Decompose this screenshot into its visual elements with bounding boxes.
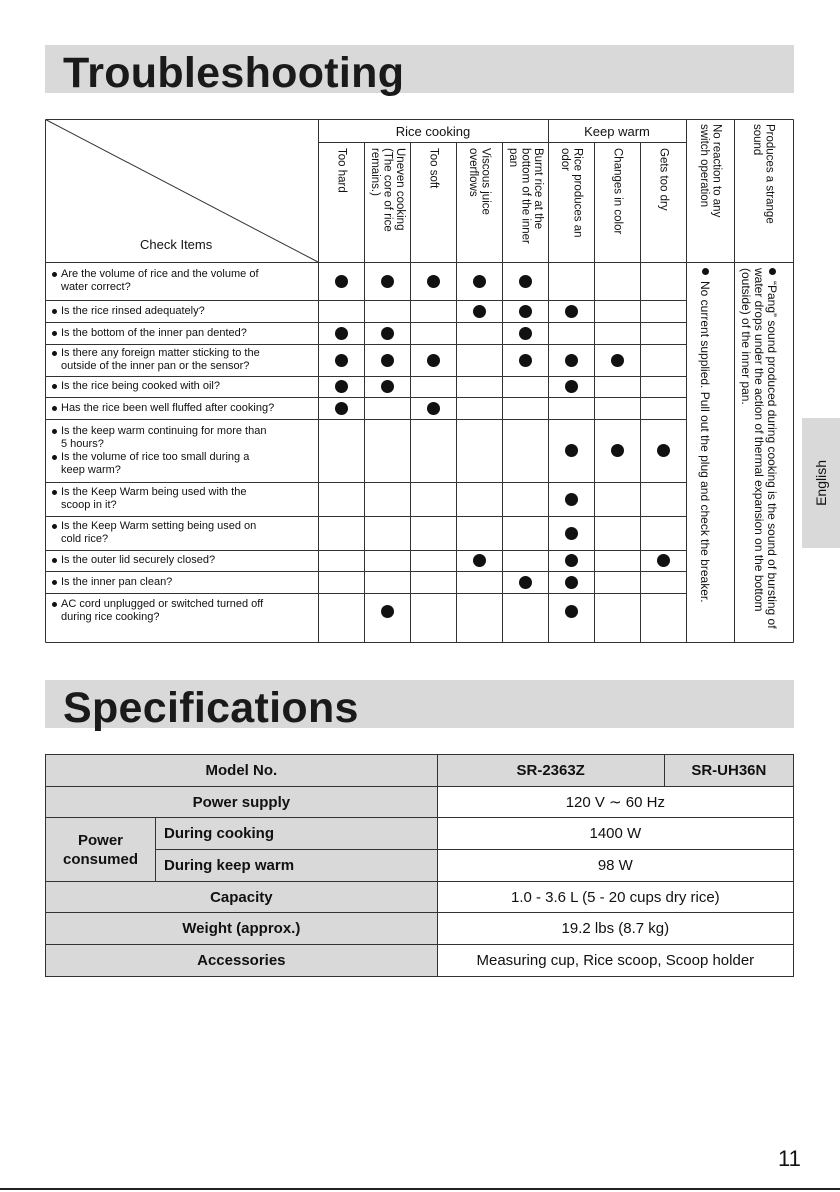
bullet-icon [702,268,709,275]
symptom-mark-r9-c5 [565,554,578,567]
during-keep-warm-label: During keep warm [156,850,438,882]
check-item-3 [51,344,313,376]
check-item-text: during rice cooking? [61,611,160,623]
column-header-7 [640,148,686,258]
power-supply-label: Power supply [46,786,438,818]
troubleshooting-table [45,119,794,643]
symptom-mark-r0-c0 [335,275,348,288]
symptom-mark-r2-c1 [381,327,394,340]
group-header-rice-cooking: Rice cooking [395,124,471,139]
column-header-label: Gets too dry [657,148,670,211]
specifications-title: Specifications [63,684,359,732]
check-item-text: Is the keep warm continuing for more than [51,425,313,438]
power-consumed-label-line1: Power [77,831,123,849]
symptom-mark-r3-c0 [335,354,348,367]
column-header-label: Viscous juice overflows [467,148,492,215]
check-item-text: Is there any foreign matter sticking to the [51,347,313,360]
symptom-mark-r6-c5 [565,444,578,457]
symptom-mark-r0-c4 [519,275,532,288]
spec-row-accessories [46,945,794,977]
check-item-6 [51,419,313,482]
check-item-text: 5 hours? [61,437,104,450]
symptom-mark-r3-c1 [381,354,394,367]
model-2: SR-UH36N [664,755,793,787]
check-item-9 [51,550,313,571]
symptom-mark-r5-c0 [335,402,348,415]
column-header-label: Too hard [335,148,348,193]
check-item-text: Is the bottom of the inner pan dented? [51,327,313,340]
specifications-header-bar [45,680,794,732]
symptom-mark-r0-c1 [381,275,394,288]
capacity-label: Capacity [46,881,438,913]
check-item-text: AC cord unplugged or switched turned off [51,598,313,611]
symptom-mark-r11-c5 [565,605,578,618]
bullet-icon [769,268,776,275]
check-item-11 [51,593,313,629]
check-item-5 [51,397,313,419]
symptom-mark-r6-c7 [657,444,670,457]
check-item-text: Is the Keep Warm being used with the [51,486,313,499]
symptom-mark-r7-c5 [565,493,578,506]
check-item-text: outside of the inner pan or the sensor? [61,360,250,372]
during-cooking-value: 1400 W [437,818,793,850]
symptom-mark-r4-c5 [565,380,578,393]
symptom-mark-r8-c5 [565,527,578,540]
symptom-mark-r2-c4 [519,327,532,340]
check-items-label: Check Items [140,237,213,252]
symptom-mark-r9-c3 [473,554,486,567]
power-consumed-label [46,818,156,881]
spec-row-during-cooking [46,818,794,850]
check-item-4 [51,376,313,397]
spec-row-model [46,755,794,787]
check-item-text: Is the Keep Warm setting being used on [51,520,313,533]
column-header-4 [502,148,548,258]
accessories-value: Measuring cup, Rice scoop, Scoop holder [437,945,793,977]
symptom-mark-r6-c6 [611,444,624,457]
model-label: Model No. [46,755,438,787]
power-consumed-label-line2: consumed [62,850,138,868]
column-header-6 [594,148,640,258]
language-tab-label: English [813,460,829,506]
troubleshooting-header-bar [45,45,794,97]
power-supply-value: 120 V ∼ 60 Hz [437,786,793,818]
check-item-text: Is the inner pan clean? [51,576,313,589]
during-keep-warm-value: 98 W [437,850,793,882]
bottom-rule [0,1188,840,1190]
symptom-mark-r2-c0 [335,327,348,340]
check-item-text: Is the outer lid securely closed? [51,554,313,567]
no-reaction-note [698,268,724,603]
symptom-mark-r4-c0 [335,380,348,393]
column-header-5 [548,148,594,258]
symptom-mark-r3-c5 [565,354,578,367]
spec-row-power-supply [46,786,794,818]
check-item-7 [51,482,313,516]
group-header-keep-warm: Keep warm [584,124,650,139]
column-header-label: Changes in color [611,148,624,235]
column-header-label: Uneven cooking (The core of rice remains.) [368,148,406,232]
check-item-text: Are the volume of rice and the volume of [51,268,313,281]
symptom-mark-r3-c4 [519,354,532,367]
no-reaction-note-text: No current supplied. Pull out the plug and check the breaker. [698,281,712,603]
column-header-label: No reaction to any switch operation [698,124,723,218]
symptom-mark-r0-c3 [473,275,486,288]
column-header-8 [686,124,734,258]
symptom-mark-r3-c6 [611,354,624,367]
check-item-1 [51,300,313,322]
column-header-label: Rice produces an odor [559,148,584,238]
weight-value: 19.2 lbs (8.7 kg) [437,913,793,945]
symptom-mark-r1-c4 [519,305,532,318]
spec-row-weight [46,913,794,945]
spec-row-capacity [46,881,794,913]
check-item-text: keep warm? [61,463,121,476]
model-1: SR-2363Z [437,755,664,787]
check-item-text: Is the rice being cooked with oil? [51,380,313,393]
spec-row-during-keep-warm [46,850,794,882]
check-item-text: Is the rice rinsed adequately? [51,305,313,318]
symptom-mark-r11-c1 [381,605,394,618]
check-item-text: cold rice? [61,533,109,545]
symptom-mark-r9-c7 [657,554,670,567]
page-number: 11 [778,1146,801,1171]
symptom-mark-r5-c2 [427,402,440,415]
symptom-mark-r3-c2 [427,354,440,367]
strange-sound-note [739,268,791,639]
during-cooking-label: During cooking [156,818,438,850]
check-item-text: water correct? [61,281,131,293]
column-header-3 [456,148,502,258]
column-header-label: Too soft [427,148,440,189]
weight-label: Weight (approx.) [46,913,438,945]
column-header-1 [364,148,410,258]
specifications-table [45,754,794,977]
column-header-2 [410,148,456,258]
check-item-text: scoop in it? [61,499,117,511]
check-item-8 [51,516,313,550]
check-item-0 [51,262,313,300]
column-header-label: Produces a strange sound [751,124,776,224]
symptom-mark-r4-c1 [381,380,394,393]
language-tab [802,418,840,548]
check-item-10 [51,571,313,593]
accessories-label: Accessories [46,945,438,977]
check-item-text: Has the rice been well fluffed after cooking? [51,402,313,415]
column-header-9 [734,124,792,258]
strange-sound-note-text: “Pang” sound produced during cooking is the sound of bursting of water drops under the action of thermal expansion on the bottom (outside) of the inner pan. [739,268,779,629]
column-header-label: Burnt rice at the bottom of the inner pan [506,148,544,244]
symptom-mark-r10-c4 [519,576,532,589]
symptom-mark-r10-c5 [565,576,578,589]
symptom-mark-r1-c3 [473,305,486,318]
capacity-value: 1.0 - 3.6 L (5 - 20 cups dry rice) [437,881,793,913]
check-item-text: Is the volume of rice too small during a [51,451,313,464]
column-header-0 [318,148,364,258]
symptom-mark-r0-c2 [427,275,440,288]
check-item-2 [51,322,313,344]
symptom-mark-r1-c5 [565,305,578,318]
troubleshooting-title: Troubleshooting [63,49,405,97]
